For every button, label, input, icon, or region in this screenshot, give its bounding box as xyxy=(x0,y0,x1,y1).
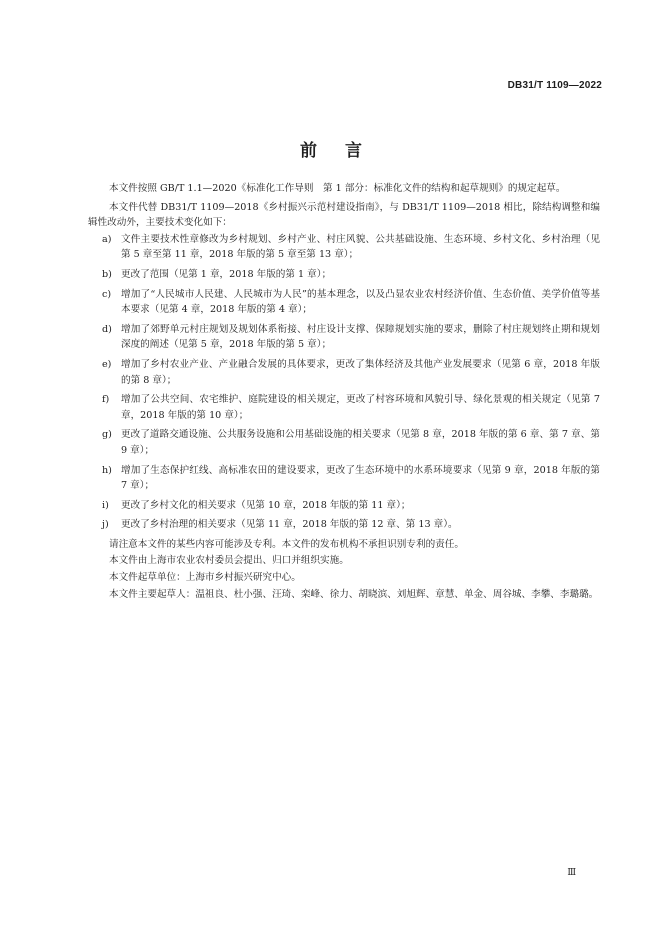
list-item-text: 增加了乡村农业产业、产业融合发展的具体要求，更改了集体经济及其他产业发展要求（见第 6 章，2018 年版的第 8 章）； xyxy=(121,358,600,386)
list-marker: f) xyxy=(102,394,110,406)
list-item-text: 文件主要技术性章修改为乡村规划、乡村产业、村庄风貌、公共基础设施、生态环境、乡村文化、乡村治理（见第 5 章至第 11 章，2018 年版的第 5 章至第 13 章）； xyxy=(121,233,600,261)
paragraph-proposer: 本文件由上海市农业农村委员会提出、归口并组织实施。 xyxy=(109,555,349,567)
list-marker: e) xyxy=(102,358,112,370)
foreword-body xyxy=(88,181,600,603)
paragraph-drafting-basis: 本文件按照 GB/T 1.1—2020《标准化工作导则 第 1 部分：标准化文件的结构和起草规则》的规定起草。 xyxy=(109,183,566,194)
changes-list xyxy=(88,232,600,533)
list-item-text: 更改了道路交通设施、公共服务设施和公用基础设施的相关要求（见第 8 章，2018 年版的第 6 章、第 7 章、第 9 章）； xyxy=(121,429,600,456)
list-item-text: 更改了乡村文化的相关要求（见第 10 章，2018 年版的第 11 章）； xyxy=(121,499,411,511)
list-item xyxy=(88,322,600,353)
document-code: DB31/T 1109—2022 xyxy=(507,80,602,91)
page-title: 前言 xyxy=(300,141,390,161)
list-item xyxy=(88,463,600,494)
list-item xyxy=(88,498,600,514)
list-marker: d) xyxy=(102,323,112,335)
list-item xyxy=(88,392,600,423)
list-item xyxy=(88,357,600,388)
list-item-text: 增加了公共空间、农宅维护、庭院建设的相关规定，更改了村容环境和风貌引导、绿化景观的相关规定（见第 7 章，2018 年版的第 10 章）； xyxy=(121,394,600,421)
list-item xyxy=(88,427,600,458)
list-item xyxy=(88,517,600,533)
list-marker: g) xyxy=(102,429,112,441)
list-marker: b) xyxy=(102,268,112,280)
list-marker: a) xyxy=(102,233,112,245)
list-item xyxy=(88,232,600,263)
paragraph-drafting-unit: 本文件起草单位：上海市乡村振兴研究中心。 xyxy=(109,572,301,584)
paragraph-replacement-note: 本文件代替 DB31/T 1109—2018《乡村振兴示范村建设指南》，与 DB31/T 1109—2018 相比，除结构调整和编辑性改动外，主要技术变化如下： xyxy=(88,201,600,229)
list-item-text: 更改了范围（见第 1 章，2018 年版的第 1 章）； xyxy=(121,268,332,280)
list-marker: h) xyxy=(102,464,112,476)
list-marker: c) xyxy=(102,288,112,300)
list-marker: i) xyxy=(102,499,109,511)
list-marker: j) xyxy=(102,519,109,531)
paragraph-drafters: 本文件主要起草人：温祖良、杜小强、汪琦、栾峰、徐力、胡晓滨、刘旭辉、章慧、单金、周谷城、李攀、李璐璐。 xyxy=(109,588,599,600)
list-item xyxy=(88,287,600,318)
list-item-text: 增加了郊野单元村庄规划及规划体系衔接、村庄设计支撑、保障规划实施的要求，删除了村庄规划终止期和规划深度的阐述（见第 5 章，2018 年版的第 5 章）； xyxy=(121,323,600,351)
list-item xyxy=(88,267,600,283)
list-item-text: 更改了乡村治理的相关要求（见第 11 章，2018 年版的第 12 章、第 13 章）。 xyxy=(121,519,458,531)
page-number: Ⅲ xyxy=(567,868,576,878)
list-item-text: 增加了“人民城市人民建、人民城市为人民”的基本理念，以及凸显农业农村经济价值、生态价值、美学价值等基本要求（见第 4 章，2018 年版的第 4 章）； xyxy=(121,288,600,316)
paragraph-patent-notice: 请注意本文件的某些内容可能涉及专利。本文件的发布机构不承担识别专利的责任。 xyxy=(109,538,464,550)
list-item-text: 增加了生态保护红线、高标准农田的建设要求，更改了生态环境中的水系环境要求（见第 9 章，2018 年版的第 7 章）； xyxy=(121,464,600,492)
